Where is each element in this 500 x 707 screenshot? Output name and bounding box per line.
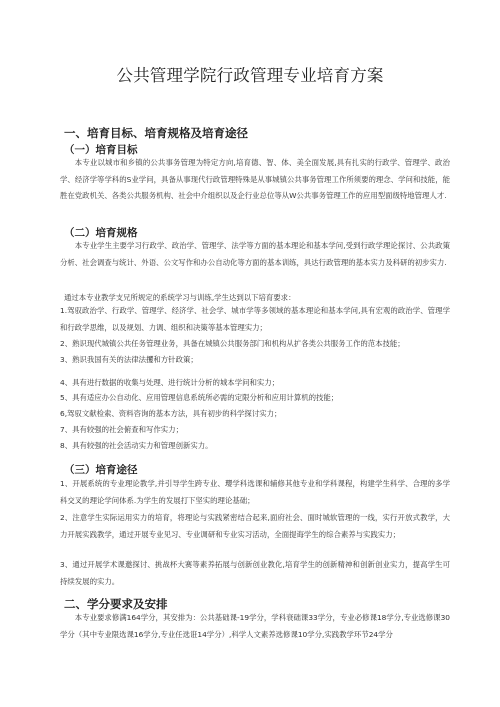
spec-item-8: 8、具有较强的社会活动实力和管理创新实力。 xyxy=(60,441,213,450)
path-item-2: 2、注意学生实际运用实力的培育，将理论与实践紧密结合起来,面府社会、面时城软管理的一线，实行开放式教学，大力开展实践教学，通过开展专业见习、专业调研和专业实习活动，全面提诲学生的综合素养与实践实力； xyxy=(60,513,450,539)
path-item-1: 1、开展系统的专业理论教学,并引导学生跨专业、瓔学科选课和辅修其他专业和学科课程，构建学生科学、合理的多学科交叉的理论学问体系.为学生的发展打下坚实的理论基础； xyxy=(60,479,450,505)
spec-item-1: 1.驾驭政治学、行政学、管理学、经济学、社会学、城市学等多领域的基本理论和基本学问,具有宏观的政治学、管理学和行政学思维，以及规划、力调、组织和决策等基本管理实力； xyxy=(60,306,450,332)
section2-heading: 二、学分要求及安排 xyxy=(64,597,168,611)
spec-heading: （二）培育规格 xyxy=(64,227,138,239)
spec-item-7: 7、具有较强的社会俯查和写作实力； xyxy=(60,425,183,434)
spec-item-6: 6,驾驭文献检索、资料咨询的基本方法，具有初步的科学探讨实力； xyxy=(60,409,282,418)
path-heading: （三）培育途径 xyxy=(64,464,138,476)
spec-intro: 通过本专业教学支兄所规定的系统学习与训练,学生达到以下培育要求： xyxy=(64,293,296,302)
section1-heading: 一、培育目标、培育规格及培育途径 xyxy=(64,126,248,140)
document-title: 公共管理学院行政管理专业培育方案 xyxy=(116,66,384,85)
spec-item-4: 4、具有进行数据的收集与处理、进行统计分析的城本学问和实力； xyxy=(60,378,280,387)
path-item-3: 3、通过开展学术课邀探讨、挑战杯大赛等素养拓展与创新创业教化,培育学生的创新精神和创新创业实力，提高学生可持续发展的实力。 xyxy=(60,560,450,586)
spec-item-3: 3、熟识我国有关的法律法攫和方针政策； xyxy=(60,355,198,364)
credits-paragraph: 本专业要求修满164学分，其安排为：公共基础课-19学分，学科衰础课33学分，专业必修课18学分,专业选修课30学分（其中专业限选课16学分,专业任选诳14学分）,科学人文素养选修课10学分,实践教学环节24学分 xyxy=(60,613,450,639)
goal-paragraph: 本专业以城市和乡镇的公共事务管理为特定方向,培育德、智、体、美全面发展,具有扎实的行政学、管理学、政治学、经济学等学科的S业学问，具备从事现代行政管理特殊是从事城镇公共事务管理工作所须要的理念、学问和技能，能胜在党政机关、各类公共服务机构、社会中介组织以及企行业总位等从W公共事务管理工作的应用型面级特地管理人才. xyxy=(60,158,450,200)
spec-item-5: 5、具有适应办公自动化、应用管理信息系统所必需的定限分析和应用计算机的技能； xyxy=(60,393,339,402)
goal-heading: （一）培育目标 xyxy=(64,144,138,156)
spec-item-2: 2、熟识现代城镇公共任务管理业务，具备在城镇公共服务部门和机构从扩各类公共服务工作的范本技能； xyxy=(60,339,405,348)
spec-paragraph: 本专业学生主要学习行政学、政治学、管理学、法学等方面的基本理论和基本学问,受到行政学理论探讨、公共政策分析、社会调查与统计、外语、公文写作和办公自动化等方面的基本训练，具达行政管理的基本实力及科研的初步实力. xyxy=(60,241,450,267)
